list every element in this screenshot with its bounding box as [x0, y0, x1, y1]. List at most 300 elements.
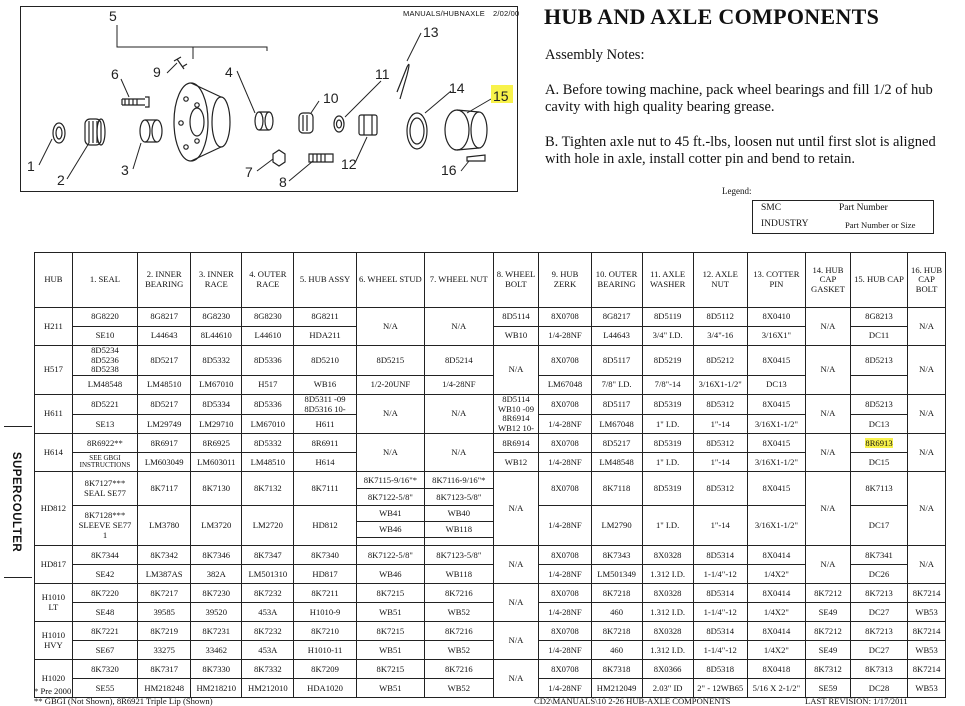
- table-cell-empty: [356, 538, 424, 546]
- table-cell: SE42: [72, 565, 137, 584]
- table-header-row: [35, 253, 946, 308]
- table-cell: 8D5312: [693, 394, 747, 414]
- hub-cap-bolt-part: [467, 155, 485, 161]
- footnote-pre-2000: * Pre 2000: [34, 686, 72, 696]
- table-cell: LM67048: [539, 375, 591, 394]
- table-cell: 2" - 12WB65: [693, 679, 747, 698]
- table-cell: 8D5217: [138, 394, 191, 414]
- table-cell: 8K7320: [72, 660, 137, 679]
- page-title: HUB AND AXLE COMPONENTS: [544, 4, 880, 29]
- table-cell: WB53: [908, 679, 946, 698]
- table-cell: 8D5319: [642, 472, 693, 506]
- table-cell: N/A: [356, 434, 424, 472]
- table-cell: 1/4X2": [747, 641, 805, 660]
- callout-1: 1: [27, 158, 35, 174]
- table-cell: 1-1/4"-12: [693, 565, 747, 584]
- table-cell: DC13: [747, 375, 805, 394]
- table-cell: 8X0415: [747, 434, 805, 453]
- table-cell: 8K7219: [138, 622, 191, 641]
- column-header: 14. HUB CAP GASKET: [806, 253, 851, 308]
- table-cell: 8K7210: [294, 622, 356, 641]
- table-cell: 8K7330: [191, 660, 242, 679]
- callout-11: 11: [375, 66, 390, 82]
- table-cell: 8K7232: [242, 622, 294, 641]
- table-cell: 460: [591, 641, 642, 660]
- footnote-document-path: CD2\MANUALS\10 2-26 HUB-AXLE COMPONENTS: [534, 696, 731, 706]
- table-cell: HD812: [294, 506, 356, 546]
- table-cell: 1" I.D.: [642, 415, 693, 434]
- table-cell: 8X0708: [539, 622, 591, 641]
- table-cell: 8X0410: [747, 308, 805, 327]
- table-cell: 8D5336: [242, 346, 294, 376]
- column-header: 15. HUB CAP: [850, 253, 907, 308]
- table-cell: 8K7214: [908, 584, 946, 603]
- table-cell: LM67010: [242, 415, 294, 434]
- callout-6: 6: [111, 66, 119, 82]
- table-cell: LM501310: [242, 565, 294, 584]
- table-cell: WB53: [908, 603, 946, 622]
- table-cell: H517: [242, 375, 294, 394]
- table-row: [35, 394, 946, 414]
- inner-race-part: [140, 120, 150, 142]
- column-header: 6. WHEEL STUD: [356, 253, 424, 308]
- column-header: 7. WHEEL NUT: [425, 253, 493, 308]
- table-cell: H614: [294, 453, 356, 472]
- table-cell: WB51: [356, 603, 424, 622]
- table-cell: 8G8217: [591, 308, 642, 327]
- table-cell: 1"-14: [693, 453, 747, 472]
- table-cell: 8X0708: [539, 546, 591, 565]
- table-cell: 1/4X2": [747, 565, 805, 584]
- table-cell: 1/4-28NF: [539, 603, 591, 622]
- table-cell: LM29749: [138, 415, 191, 434]
- hub-cell: H614: [35, 434, 73, 472]
- table-cell: 8K7118: [591, 472, 642, 506]
- axle-nut-part: [359, 115, 377, 135]
- table-cell: 8R6925: [191, 434, 242, 453]
- table-cell: N/A: [908, 546, 946, 584]
- table-cell: 1/4-28NF: [539, 415, 591, 434]
- table-cell: 8K7342: [138, 546, 191, 565]
- table-cell: DC28: [850, 679, 907, 698]
- table-cell: 8G8213: [850, 308, 907, 327]
- table-cell: HM218210: [191, 679, 242, 698]
- table-cell: 3/16X1-1/2": [747, 506, 805, 546]
- hub-cell: H1010 LT: [35, 584, 73, 622]
- table-cell: L44610: [242, 327, 294, 346]
- table-cell: SE48: [72, 603, 137, 622]
- table-cell: DC17: [850, 506, 907, 546]
- table-cell: 8R6914: [493, 434, 539, 453]
- legend-box: [752, 200, 934, 234]
- table-cell: 8K7132: [242, 472, 294, 506]
- table-cell: 8K7216: [425, 660, 493, 679]
- table-cell: 8K7232: [242, 584, 294, 603]
- table-cell: 8D5212: [693, 346, 747, 376]
- table-row: [35, 308, 946, 327]
- table-cell: 8K7213: [850, 622, 907, 641]
- table-cell: HDA211: [294, 327, 356, 346]
- table-cell: 8K7215: [356, 584, 424, 603]
- table-cell: LM2720: [242, 506, 294, 546]
- table-row: [35, 434, 946, 453]
- legend-industry: INDUSTRY: [761, 219, 809, 229]
- table-cell: N/A: [806, 394, 851, 434]
- table-cell: 8K7115-9/16"*: [356, 472, 424, 489]
- table-cell: N/A: [356, 394, 424, 434]
- table-cell: 8K7341: [850, 546, 907, 565]
- table-cell: LM48548: [591, 453, 642, 472]
- column-header: 12. AXLE NUT: [693, 253, 747, 308]
- table-cell: 1/4-28NF: [539, 641, 591, 660]
- table-cell: SE67: [72, 641, 137, 660]
- table-cell: SE49: [806, 603, 851, 622]
- table-cell: 1/4-28NF: [539, 565, 591, 584]
- callout-3: 3: [121, 162, 129, 178]
- table-cell: 33275: [138, 641, 191, 660]
- callout-13: 13: [423, 24, 439, 40]
- table-cell: 8L44610: [191, 327, 242, 346]
- table-cell: 8D5217: [138, 346, 191, 376]
- table-cell: SEE GBGI INSTRUCTIONS: [72, 453, 137, 472]
- table-cell: 8D5117: [591, 346, 642, 376]
- diagram-date: 2/02/00: [493, 9, 520, 18]
- callout-16: 16: [441, 162, 457, 178]
- table-cell: N/A: [493, 346, 539, 395]
- table-cell: 8R6911: [294, 434, 356, 453]
- table-cell: DC11: [850, 327, 907, 346]
- table-cell: 8K7216: [425, 584, 493, 603]
- table-cell: 8R6917: [138, 434, 191, 453]
- table-cell: 8D5332: [191, 346, 242, 376]
- table-cell: 8K7128*** SLEEVE SE77 1: [72, 506, 137, 546]
- parts-table: [34, 252, 946, 698]
- table-cell: 8K7215: [356, 660, 424, 679]
- table-cell: 8D5213: [850, 346, 907, 376]
- table-cell: 8K7116-9/16"*: [425, 472, 493, 489]
- table-cell: 8K7122-5/8": [356, 489, 424, 506]
- table-cell: 8X0415: [747, 394, 805, 414]
- hub-cell: HD812: [35, 472, 73, 546]
- table-cell: 8K7122-5/8": [356, 546, 424, 565]
- table-cell: 8X0708: [539, 346, 591, 376]
- table-cell: LM603049: [138, 453, 191, 472]
- table-cell: 8K7123-5/8": [425, 546, 493, 565]
- table-cell: 8D5119: [642, 308, 693, 327]
- table-cell: WB41: [356, 506, 424, 522]
- table-cell: 1/4-28NF: [539, 679, 591, 698]
- footnote-last-revision: LAST REVISION: 1/17/2011: [805, 696, 908, 706]
- table-cell: N/A: [908, 434, 946, 472]
- table-cell: 1.312 I.D.: [642, 641, 693, 660]
- table-cell: N/A: [493, 584, 539, 622]
- table-row: [35, 603, 946, 622]
- table-cell: 8X0708: [539, 660, 591, 679]
- table-cell: WB12: [493, 453, 539, 472]
- table-cell: 8K7231: [191, 622, 242, 641]
- table-cell: 8D5334: [191, 394, 242, 414]
- table-cell: 382A: [191, 565, 242, 584]
- table-cell: N/A: [425, 434, 493, 472]
- table-cell: N/A: [493, 472, 539, 546]
- table-cell: WB118: [425, 565, 493, 584]
- table-cell: 8D5219: [642, 346, 693, 376]
- table-cell-highlighted: [850, 434, 907, 453]
- table-cell: L44643: [138, 327, 191, 346]
- column-header: 11. AXLE WASHER: [642, 253, 693, 308]
- table-cell: 8K7340: [294, 546, 356, 565]
- column-header: 5. HUB ASSY: [294, 253, 356, 308]
- table-cell: 460: [591, 603, 642, 622]
- table-cell: 1/4-28NF: [539, 453, 591, 472]
- diagram-reference: MANUALS/HUBNAXLE: [403, 9, 485, 18]
- column-header: 13. COTTER PIN: [747, 253, 805, 308]
- table-cell: 8K7215: [356, 622, 424, 641]
- wheel-nut-part: [273, 150, 285, 166]
- supercoulter-bracket-bottom: [4, 577, 32, 578]
- table-cell: 8K7344: [72, 546, 137, 565]
- table-cell: LM3780: [138, 506, 191, 546]
- table-cell: 8X0328: [642, 546, 693, 565]
- table-cell: LM48510: [242, 453, 294, 472]
- legend-part-number: Part Number: [839, 203, 888, 213]
- table-cell: L44643: [591, 327, 642, 346]
- table-cell: DC27: [850, 603, 907, 622]
- hub-cell: H1010 HVY: [35, 622, 73, 660]
- column-header: 16. HUB CAP BOLT: [908, 253, 946, 308]
- table-cell: 8X0708: [539, 584, 591, 603]
- table-cell: WB16: [294, 375, 356, 394]
- table-cell: 8K7214: [908, 660, 946, 679]
- table-cell: 3/4" I.D.: [642, 327, 693, 346]
- legend-part-number-or-size: Part Number or Size: [845, 220, 916, 230]
- hub-cell: H517: [35, 346, 73, 395]
- table-cell: 8D5215: [356, 346, 424, 376]
- column-header: 3. INNER RACE: [191, 253, 242, 308]
- table-cell: 8D5114 WB10 -09 8R6914 WB12 10-: [493, 394, 539, 434]
- table-cell: 33462: [191, 641, 242, 660]
- table-cell: WB52: [425, 641, 493, 660]
- table-cell: 8D5311 -09 8D5316 10-: [294, 394, 356, 414]
- table-cell: 8R6922**: [72, 434, 137, 453]
- outer-race-part: [255, 112, 263, 130]
- table-cell: 1.312 I.D.: [642, 603, 693, 622]
- highlighted-part-number: 8R6913: [865, 437, 893, 448]
- table-row: [35, 346, 946, 376]
- table-cell: 8K7220: [72, 584, 137, 603]
- table-cell: N/A: [493, 546, 539, 584]
- table-cell: 8K7346: [191, 546, 242, 565]
- table-cell: 453A: [242, 603, 294, 622]
- hub-cell: H1020: [35, 660, 73, 698]
- hub-axle-drawing: [21, 7, 519, 193]
- table-cell: 1-1/4"-12: [693, 641, 747, 660]
- table-cell: 8K7347: [242, 546, 294, 565]
- table-cell: H611: [294, 415, 356, 434]
- table-cell: SE49: [806, 641, 851, 660]
- table-cell: 8K7218: [591, 584, 642, 603]
- table-cell: 8K7216: [425, 622, 493, 641]
- callout-8: 8: [279, 174, 287, 190]
- table-row: [35, 584, 946, 603]
- table-cell: N/A: [806, 546, 851, 584]
- legend-smc: SMC: [761, 203, 782, 213]
- table-cell: LM3720: [191, 506, 242, 546]
- table-cell-empty: [425, 538, 493, 546]
- table-cell: LM29710: [191, 415, 242, 434]
- table-cell: DC27: [850, 641, 907, 660]
- table-cell: 8X0414: [747, 546, 805, 565]
- table-cell: 8D5112: [693, 308, 747, 327]
- table-cell: 8K7318: [591, 660, 642, 679]
- table-cell: 1" I.D.: [642, 453, 693, 472]
- column-header: 2. INNER BEARING: [138, 253, 191, 308]
- table-cell: 8X0708: [539, 394, 591, 414]
- table-cell: HM218248: [138, 679, 191, 698]
- table-cell: 3/16X1-1/2": [747, 453, 805, 472]
- table-cell: LM603011: [191, 453, 242, 472]
- table-cell: DC15: [850, 453, 907, 472]
- table-cell: 3/16X1-1/2": [693, 375, 747, 394]
- table-cell: N/A: [908, 472, 946, 546]
- table-cell: HDA1020: [294, 679, 356, 698]
- table-row: [35, 641, 946, 660]
- exploded-parts-diagram: [20, 6, 518, 192]
- table-cell: 8X0415: [747, 346, 805, 376]
- table-cell: WB52: [425, 603, 493, 622]
- table-cell: 8K7209: [294, 660, 356, 679]
- table-cell: N/A: [425, 394, 493, 434]
- outer-bearing-part: [299, 113, 313, 133]
- table-cell: 5/16 X 2-1/2": [747, 679, 805, 698]
- table-cell: 8K7123-5/8": [425, 489, 493, 506]
- assembly-notes-heading: Assembly Notes:: [545, 47, 645, 63]
- table-cell: 1/2-20UNF: [356, 375, 424, 394]
- table-cell: SE59: [806, 679, 851, 698]
- table-row: [35, 472, 946, 489]
- table-cell: SE10: [72, 327, 137, 346]
- table-cell: 1/4-28NF: [539, 506, 591, 546]
- table-cell: LM67048: [591, 415, 642, 434]
- table-cell: 8K7211: [294, 584, 356, 603]
- table-cell: 7/8" I.D.: [591, 375, 642, 394]
- table-cell: 8K7117: [138, 472, 191, 506]
- table-cell: LM67010: [191, 375, 242, 394]
- zerk-part: [174, 57, 187, 69]
- table-cell: 1/4X2": [747, 603, 805, 622]
- table-cell: 8K7332: [242, 660, 294, 679]
- table-cell: 8D5117: [591, 394, 642, 414]
- table-cell: N/A: [493, 660, 539, 698]
- table-cell: 453A: [242, 641, 294, 660]
- callout-12: 12: [341, 156, 357, 172]
- table-cell: 8K7213: [850, 584, 907, 603]
- table-cell: DC13: [850, 415, 907, 434]
- table-cell: 8K7111: [294, 472, 356, 506]
- table-cell: 1/4-28NF: [539, 327, 591, 346]
- table-cell: 8K7212: [806, 584, 851, 603]
- callout-5: 5: [109, 8, 117, 24]
- table-cell: N/A: [806, 308, 851, 346]
- table-cell: WB46: [356, 565, 424, 584]
- table-cell: 2.03" ID: [642, 679, 693, 698]
- callout-7-9: 9: [153, 64, 161, 80]
- table-cell: 8X0366: [642, 660, 693, 679]
- table-cell: N/A: [493, 622, 539, 660]
- table-cell: WB52: [425, 679, 493, 698]
- table-cell: 8D5314: [693, 546, 747, 565]
- table-cell: 39520: [191, 603, 242, 622]
- column-header: 4. OUTER RACE: [242, 253, 294, 308]
- table-cell: 8X0418: [747, 660, 805, 679]
- table-cell: 8K7127*** SEAL SE77: [72, 472, 137, 506]
- hub-cell: H611: [35, 394, 73, 434]
- table-cell: H1010-11: [294, 641, 356, 660]
- table-cell: HD817: [294, 565, 356, 584]
- table-cell: 8D5319: [642, 434, 693, 453]
- table-cell: 8D5314: [693, 584, 747, 603]
- table-cell: N/A: [908, 394, 946, 434]
- table-cell: LM2790: [591, 506, 642, 546]
- table-cell: LM501349: [591, 565, 642, 584]
- table-row: [35, 622, 946, 641]
- callout-4: 4: [225, 64, 233, 80]
- table-cell: 8D5210: [294, 346, 356, 376]
- table-cell: 8D5312: [693, 472, 747, 506]
- table-cell: 8D5332: [242, 434, 294, 453]
- table-cell: 3/16X1-1/2": [747, 415, 805, 434]
- table-cell: 7/8"-14: [642, 375, 693, 394]
- table-cell: HM212049: [591, 679, 642, 698]
- table-row: [35, 546, 946, 565]
- column-header: 10. OUTER BEARING: [591, 253, 642, 308]
- column-header: 9. HUB ZERK: [539, 253, 591, 308]
- table-cell: 1/4-28NF: [425, 375, 493, 394]
- supercoulter-bracket-top: [4, 426, 32, 427]
- table-row: [35, 660, 946, 679]
- table-cell: 8X0708: [539, 434, 591, 453]
- table-cell: SE55: [72, 679, 137, 698]
- table-cell: 8K7212: [806, 622, 851, 641]
- table-cell: N/A: [356, 308, 424, 346]
- table-cell: 3/16X1": [747, 327, 805, 346]
- table-cell: 8G8211: [294, 308, 356, 327]
- table-cell: 8K7343: [591, 546, 642, 565]
- callout-7: 7: [245, 164, 253, 180]
- table-cell: 8D5221: [72, 394, 137, 414]
- assembly-note-a: A. Before towing machine, pack wheel bearings and fill 1/2 of hub cavity with high quality bearing grease.: [545, 82, 933, 115]
- table-cell: N/A: [806, 346, 851, 395]
- table-cell: WB53: [908, 641, 946, 660]
- table-cell: N/A: [908, 346, 946, 395]
- table-cell: 8X0708: [539, 308, 591, 327]
- table-cell: 1" I.D.: [642, 506, 693, 546]
- table-cell: 8X0328: [642, 584, 693, 603]
- legend-title: Legend:: [722, 186, 752, 196]
- table-cell: 8D5336: [242, 394, 294, 414]
- table-cell: 3/4"-16: [693, 327, 747, 346]
- hub-cell: HD817: [35, 546, 73, 584]
- table-cell: 8D5312: [693, 434, 747, 453]
- table-cell: SE13: [72, 415, 137, 434]
- table-cell: 8D5114: [493, 308, 539, 327]
- table-cell: 8K7130: [191, 472, 242, 506]
- assembly-note-b: B. Tighten axle nut to 45 ft.-lbs, loosen nut until first slot is aligned with hole in axle, install cotter pin and bend to retain.: [545, 134, 936, 167]
- table-cell: 8K7312: [806, 660, 851, 679]
- table-cell: 1.312 I.D.: [642, 565, 693, 584]
- cotter-pin-part: [397, 64, 409, 99]
- table-cell: 8D5213: [850, 394, 907, 414]
